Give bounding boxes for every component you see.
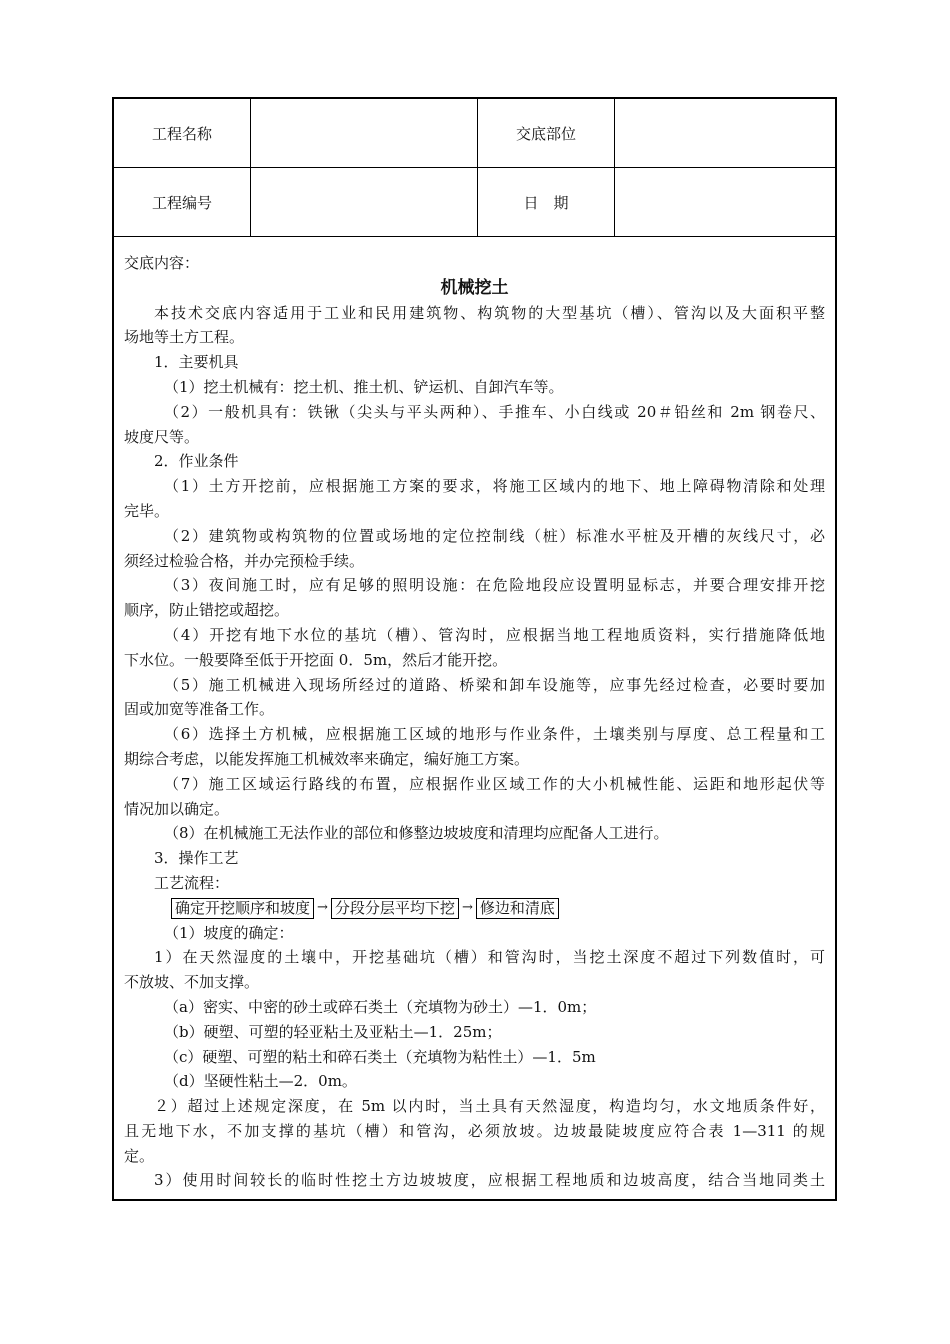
intro-line-1: 本技术交底内容适用于工业和民用建筑物、构筑物的大型基坑（槽）、管沟以及大面积平整 [154,303,825,322]
s2-item-5-line-1: （5）施工机械进入现场所经过的道路、桥梁和卸车设施等，应事先经过检查，必要时要加 [164,675,825,694]
s2-item-3-line-1: （3）夜间施工时，应有足够的照明设施：在危险地段应设置明显标志，并要合理安排开挖 [164,576,825,595]
s2-item-5-line-2: 固或加宽等准备工作。 [124,700,275,719]
s2-item-7-line-1: （7）施工区域运行路线的布置，应根据作业区域工作的大小机械性能、运距和地形起伏等 [164,774,825,793]
s3-item-1: （1）坡度的确定： [164,923,294,942]
flow-step-2: 分段分层平均下挖 [331,898,459,919]
disclosure-part-value [615,99,837,167]
para-3-line-1: 3）使用时间较长的临时性挖土方边坡坡度，应根据工程地质和边坡高度，结合当地同类土 [154,1171,825,1190]
project-no-value [251,168,478,236]
project-no-label: 工程编号 [114,168,251,236]
s2-item-6-line-2: 期综合考虑，以能发挥施工机械效率来确定，编好施工方案。 [124,749,530,768]
s1-item-1: （1）挖土机械有：挖土机、推土机、铲运机、自卸汽车等。 [164,377,564,396]
s2-item-4-line-1: （4）开挖有地下水位的基坑（槽）、管沟时，应根据当地工程地质资料，实行措施降低地 [164,625,825,644]
s2-item-2-line-2: 须经过检验合格，并办完预检手续。 [124,551,365,570]
intro-line-2: 场地等土方工程。 [124,328,245,347]
sub-item-b: （b）硬塑、可塑的轻亚粘土及亚粘土—1．25m； [164,1022,502,1041]
content-title: 机械挖土 [440,277,509,298]
s2-item-7-line-2: 情况加以确定。 [124,799,230,818]
disclosure-part-label: 交底部位 [478,99,615,167]
sub-item-c: （c）硬塑、可塑的粘土和碎石类土（充填物为粘性土）—1．5m [164,1047,596,1066]
s2-item-1-line-1: （1）土方开挖前，应根据施工方案的要求，将施工区域内的地下、地上障碍物清除和处理 [164,477,825,496]
s2-item-3-line-2: 顺序，防止错挖或超挖。 [124,601,290,620]
s2-item-2-line-1: （2）建筑物或构筑物的位置或场地的定位控制线（桩）标准水平桩及开槽的灰线尺寸，必 [164,526,825,545]
section-3-title: 3．操作工艺 [154,849,239,868]
para-2-line-3: 定。 [124,1146,155,1165]
para-1-line-2: 不放坡、不加支撑。 [124,973,260,992]
project-name-label: 工程名称 [114,99,251,167]
sub-item-a: （a）密实、中密的砂土或碎石类土（充填物为砂土）—1．0m； [164,997,597,1016]
section-1-title: 1．主要机具 [154,353,239,372]
flow-arrow-2: → [461,899,473,915]
s2-item-6-line-1: （6）选择土方机械，应根据施工区域的地形与作业条件，土壤类别与厚度、总工程量和工 [164,725,825,744]
s1-item-2-line-1: （2）一般机具有：铁锹（尖头与平头两种）、手推车、小白线或 20＃铅丝和 2m 钢卷尺、 [164,402,825,421]
s2-item-1-line-2: 完毕。 [124,501,170,520]
content-heading: 交底内容： [124,254,200,272]
header-row-2 [114,168,835,237]
header-row-1 [114,99,835,168]
s2-item-8: （8）在机械施工无法作业的部位和修整边坡坡度和清理均应配备人工进行。 [164,824,669,843]
flow-step-1: 确定开挖顺序和坡度 [171,898,314,919]
s1-item-2-line-2: 坡度尺等。 [124,427,200,446]
para-2-line-1: ２）超过上述规定深度，在 5m 以内时，当土具有天然湿度，构造均匀，水文地质条件好， [154,1097,825,1116]
section-2-title: 2．作业条件 [154,452,239,471]
date-label: 日 期 [478,168,615,236]
flow-label: 工艺流程： [154,873,230,892]
disclosure-content [124,251,825,1193]
para-1-line-1: 1）在天然湿度的土壤中，开挖基础坑（槽）和管沟时，当挖土深度不超过下列数值时，可 [154,948,825,967]
date-value [615,168,837,236]
s2-item-4-line-2: 下水位。一般要降至低于开挖面 0．5m，然后才能开挖。 [124,650,508,669]
flow-arrow-1: → [317,899,328,915]
process-flow [124,896,825,921]
para-2-line-2: 且无地下水，不加支撑的基坑（槽）和管沟，必须放坡。边坡最陡坡度应符合表 1—311 的规 [124,1121,825,1140]
project-name-value [251,99,478,167]
technical-disclosure-form [112,97,837,1201]
flow-step-3: 修边和清底 [476,898,559,919]
sub-item-d: （d）坚硬性粘土—2．0m。 [164,1072,357,1091]
